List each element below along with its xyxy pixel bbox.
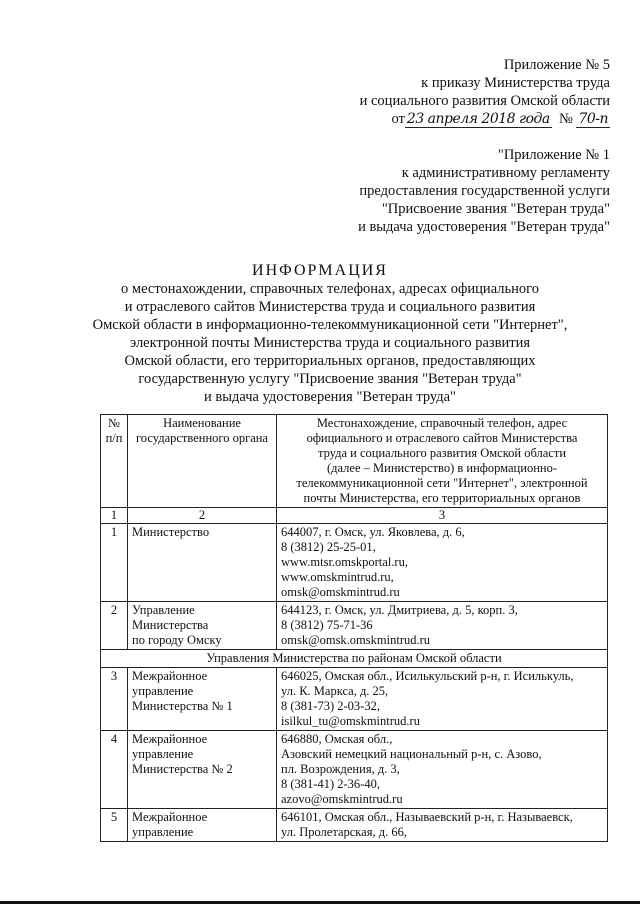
row-number: 3: [101, 668, 128, 731]
regulation-appendix-header: [358, 146, 610, 236]
organ-name: Межрайонное управление Министерства № 2: [128, 731, 277, 809]
subtitle-line: и выдача удостоверения "Ветеран труда": [204, 389, 456, 405]
subtitle-line: и отраслевого сайтов Министерства труда и социального развития: [124, 299, 536, 315]
region-section-header: Управления Министерства по районам Омской области: [101, 650, 608, 668]
order-appendix-header: [360, 56, 610, 128]
organ-name: Министерство: [128, 524, 277, 602]
col-info-header: Местонахождение, справочный телефон, адрес официального и отраслевого сайтов Министерства труда и социального развития Омской области (далее – Министерство) в информационно- телекоммуникационной сети "Интернет", электронной почты Министерства, его территориальных органов: [277, 415, 608, 508]
organ-contacts: 646025, Омская обл., Исилькульский р-н, г. Исилькуль, ул. К. Маркса, д. 25, 8 (381-73) 2-03-32, isilkul_tu@omskmintrud.ru: [277, 668, 608, 731]
table-row: [101, 731, 608, 809]
service-title: "Присвоение звания "Ветеран труда": [381, 201, 610, 217]
table-row: [101, 524, 608, 602]
handwritten-date: 23 апреля 2018 года: [406, 111, 550, 127]
row-number: 1: [101, 524, 128, 602]
column-numbering-row: [101, 508, 608, 524]
organ-name: Межрайонное управление Министерства № 1: [128, 668, 277, 731]
service-line: предоставления государственной услуги: [359, 183, 610, 199]
region-section-row: [101, 650, 608, 668]
service-title-cont: и выдача удостоверения "Ветеран труда": [358, 219, 610, 235]
scan-bottom-edge: [0, 901, 640, 904]
row-number: 2: [101, 602, 128, 650]
table-row: [101, 602, 608, 650]
row-number: 5: [101, 809, 128, 842]
col-name-header: Наименование государственного органа: [128, 415, 277, 508]
organ-contacts: 646101, Омская обл., Называевский р-н, г. Называевск, ул. Пролетарская, д. 66,: [277, 809, 608, 842]
table-row: [101, 668, 608, 731]
table-header-row: [101, 415, 608, 508]
regulation-appendix-number: "Приложение № 1: [497, 147, 610, 163]
subtitle-line: государственную услугу "Присвоение звания "Ветеран труда": [138, 371, 522, 387]
organ-name: Управление Министерства по городу Омску: [128, 602, 277, 650]
subtitle-line: Омской области, его территориальных органов, предоставляющих: [124, 353, 536, 369]
column-index: 2: [128, 508, 277, 524]
handwritten-number: 70-п: [578, 111, 608, 127]
appendix-number: Приложение № 5: [503, 57, 610, 73]
organ-contacts: 644123, г. Омск, ул. Дмитриева, д. 5, корп. 3, 8 (3812) 75-71-36 omsk@omsk.omskmintrud.ru: [277, 602, 608, 650]
subtitle-line: Омской области в информационно-телекоммуникационной сети "Интернет",: [92, 317, 568, 333]
organ-contacts: 646880, Омская обл., Азовский немецкий национальный р-н, с. Азово, пл. Возрождения, д. 3, 8 (381-41) 2-36-40, azovo@omskmintrud.ru: [277, 731, 608, 809]
table-row: [101, 809, 608, 842]
contacts-table: [100, 414, 608, 842]
document-title: ИНФОРМАЦИЯ: [252, 262, 388, 279]
organ-contacts: 644007, г. Омск, ул. Яковлева, д. 6, 8 (3812) 25-25-01, www.mtsr.omskportal.ru, www.omskmintrud.ru, omsk@omskmintrud.ru: [277, 524, 608, 602]
row-number: 4: [101, 731, 128, 809]
column-index: 3: [277, 508, 608, 524]
document-subtitle: [60, 280, 600, 406]
regulation-reference: к административному регламенту: [401, 165, 610, 181]
order-reference: к приказу Министерства труда: [421, 75, 610, 91]
column-index: 1: [101, 508, 128, 524]
ministry-name: и социального развития Омской области: [359, 93, 610, 109]
order-date-line: от 23 апреля 2018 года № 70-п: [391, 111, 608, 127]
organ-name: Межрайонное управление: [128, 809, 277, 842]
col-number-header: № п/п: [101, 415, 128, 508]
subtitle-line: электронной почты Министерства труда и социального развития: [129, 335, 530, 351]
subtitle-line: о местонахождении, справочных телефонах, адресах официального: [121, 281, 539, 297]
